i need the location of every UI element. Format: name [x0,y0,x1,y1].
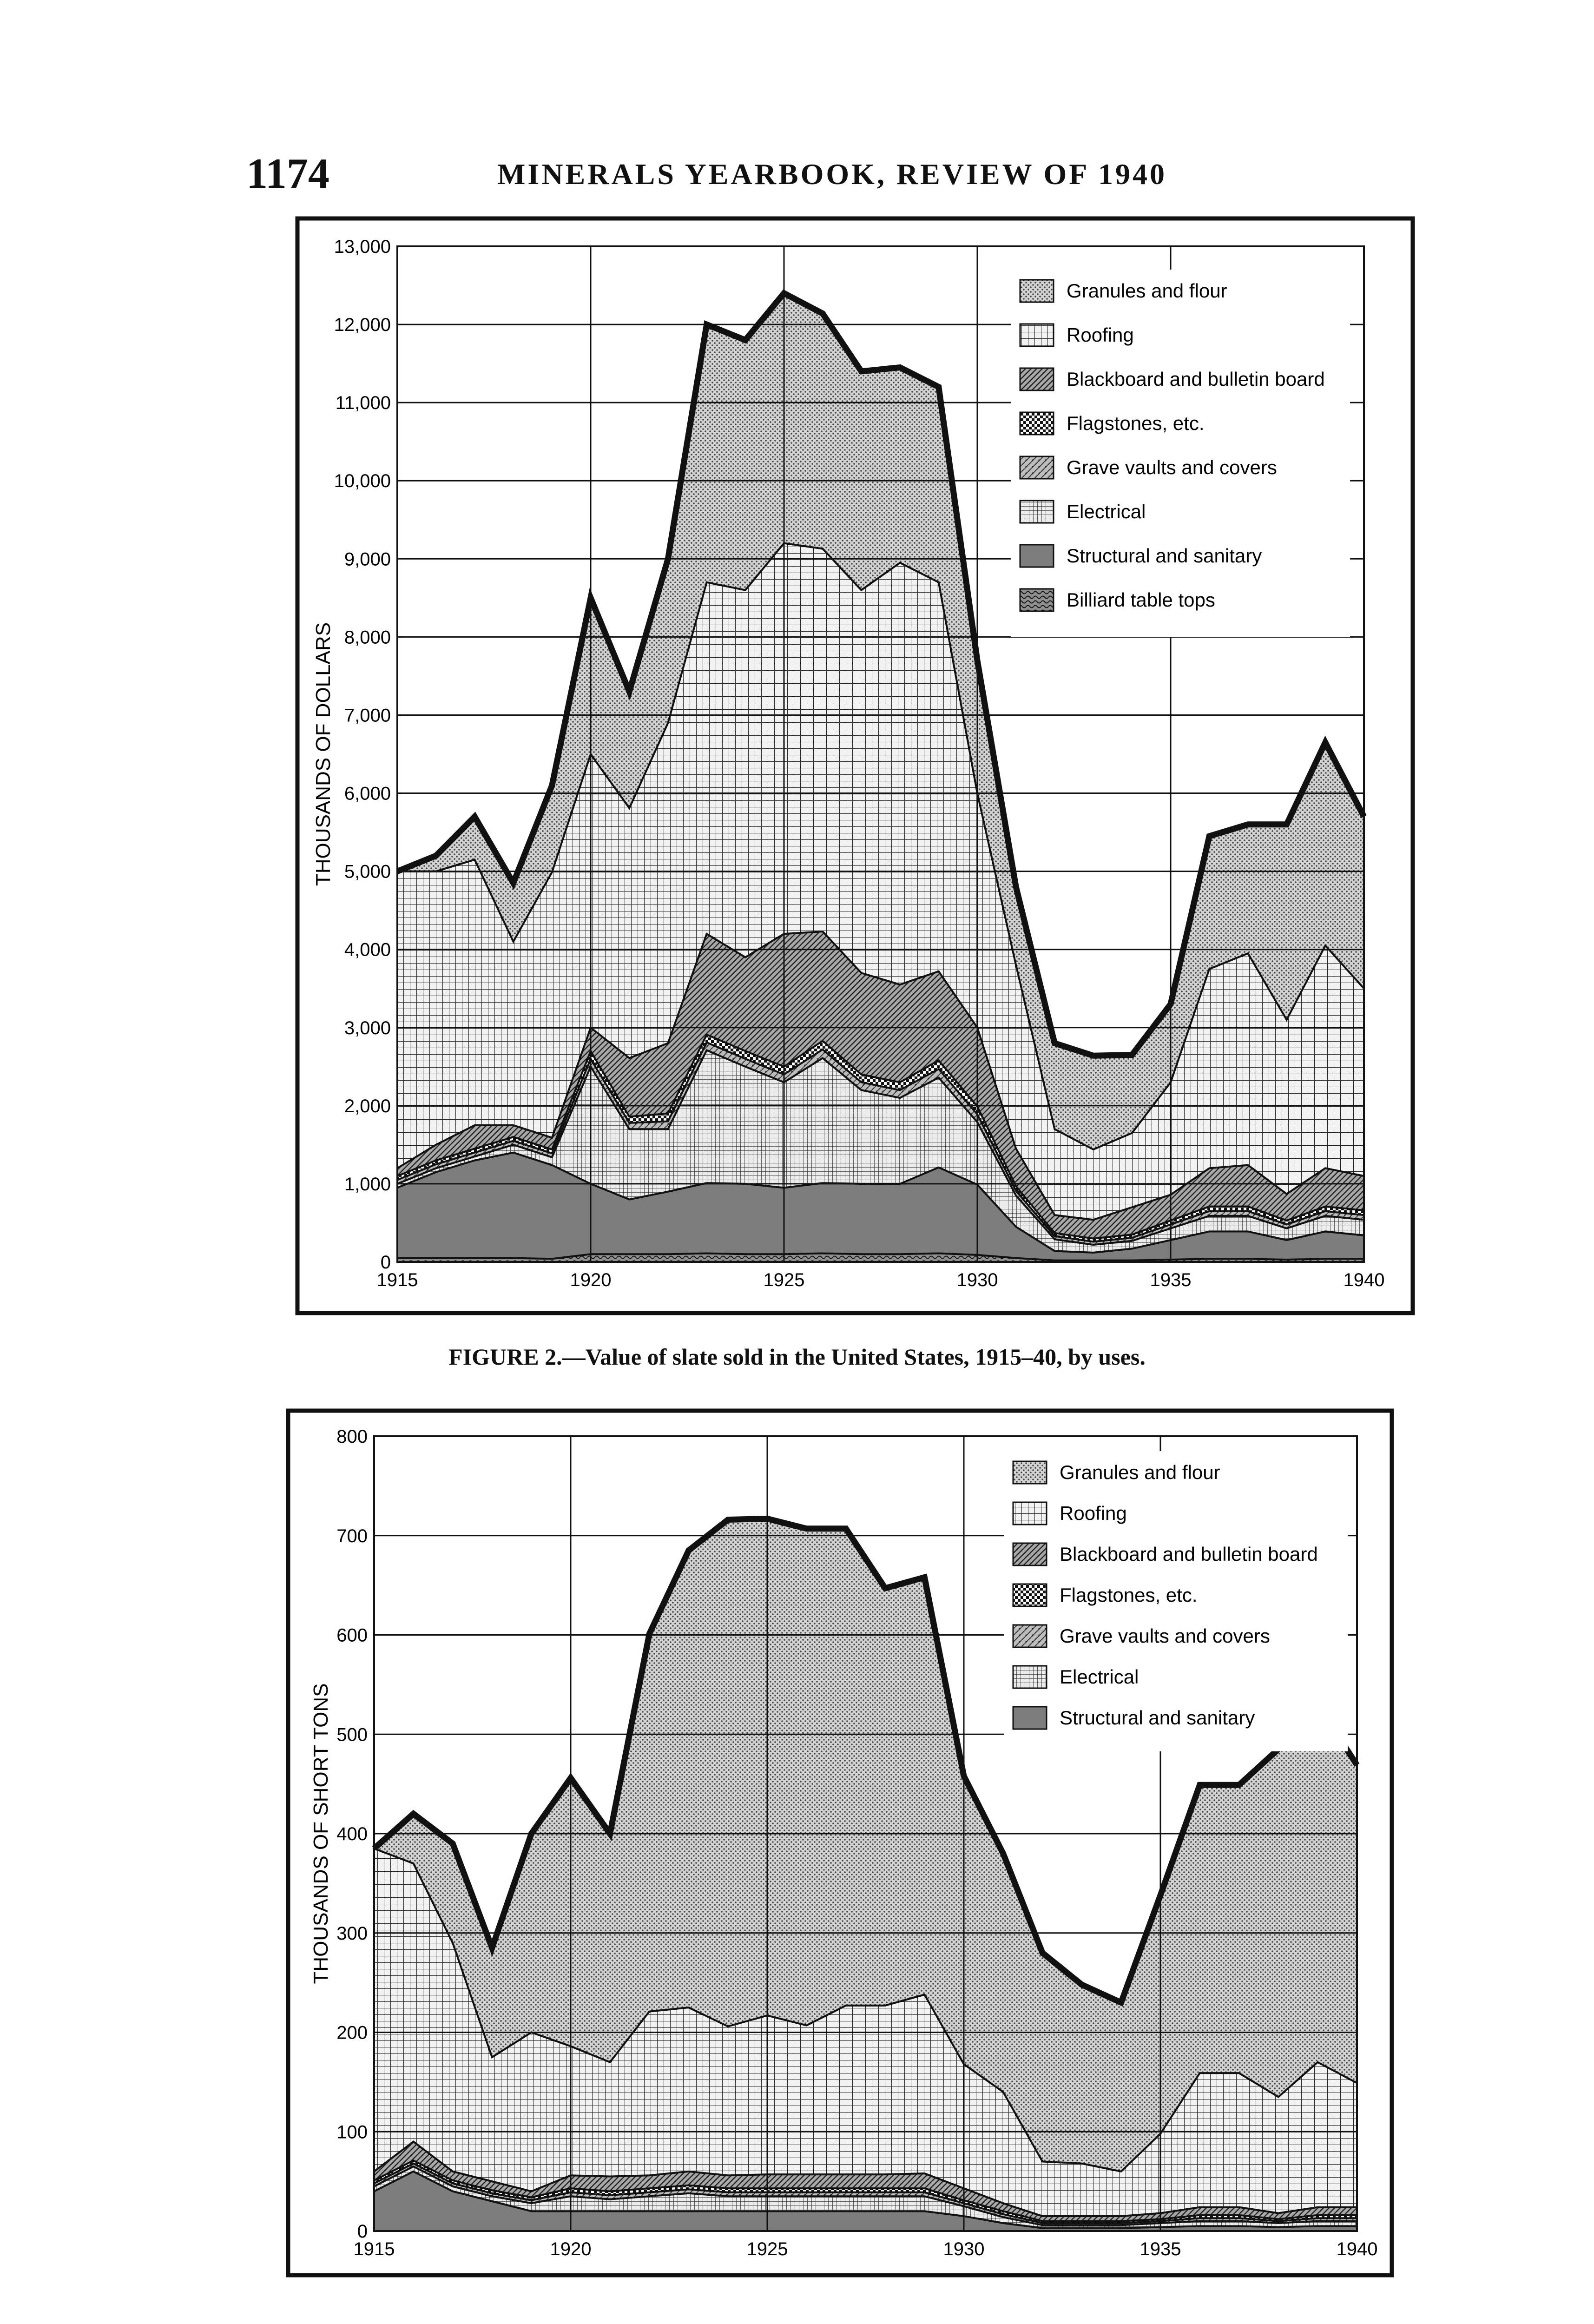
legend-label-structural-and-sanitary: Structural and sanitary [1067,545,1262,567]
y-tick-label: 800 [336,1426,368,1447]
y-tick-label: 1,000 [344,1174,391,1195]
legend-label-grave-vaults-and-covers: Grave vaults and covers [1067,456,1277,478]
legend-swatch-billiard-table-tops [1020,589,1054,611]
legend-swatch-roofing [1013,1502,1047,1525]
running-head: MINERALS YEARBOOK, REVIEW OF 1940 [497,158,1167,191]
page-number: 1174 [246,150,329,197]
legend [1011,270,1350,637]
x-tick-label: 1935 [1140,2239,1181,2259]
y-tick-label: 6,000 [344,783,391,804]
figure-3-svg [0,1390,1594,2319]
x-tick-label: 1925 [746,2239,788,2259]
y-tick-label: 12,000 [334,315,391,336]
y-tick-label: 300 [336,1923,368,1944]
y-axis-label: THOUSANDS OF SHORT TONS [310,1683,332,1984]
y-tick-label: 100 [336,2122,368,2143]
legend-label-grave-vaults-and-covers: Grave vaults and covers [1060,1625,1270,1647]
y-tick-label: 10,000 [334,471,391,492]
legend-swatch-blackboard-and-bulletin-board [1013,1543,1047,1565]
y-tick-label: 8,000 [344,627,391,648]
x-tick-label: 1915 [376,1270,418,1290]
legend-label-blackboard-and-bulletin-board: Blackboard and bulletin board [1067,368,1325,390]
legend-swatch-flagstones-etc [1013,1584,1047,1606]
figure-3-quantity-chart [0,1390,1594,2319]
legend-swatch-structural-and-sanitary [1020,545,1054,567]
legend-swatch-electrical [1020,501,1054,523]
y-tick-label: 700 [336,1525,368,1546]
x-tick-label: 1935 [1150,1270,1192,1290]
y-tick-label: 200 [336,2022,368,2043]
y-tick-label: 2,000 [344,1096,391,1116]
y-tick-label: 400 [336,1824,368,1844]
legend-swatch-structural-and-sanitary [1013,1707,1047,1729]
legend-label-electrical: Electrical [1067,501,1146,522]
legend-label-structural-and-sanitary: Structural and sanitary [1060,1707,1255,1729]
y-tick-label: 4,000 [344,939,391,960]
figure-2-caption: FIGURE 2.—Value of slate sold in the United States, 1915–40, by uses. [448,1344,1146,1370]
y-tick-label: 13,000 [334,237,391,257]
legend-label-roofing: Roofing [1067,324,1134,346]
legend-swatch-granules-and-flour [1013,1461,1047,1484]
x-tick-label: 1920 [570,1270,612,1290]
y-tick-label: 11,000 [335,393,391,414]
x-tick-label: 1925 [763,1270,805,1290]
legend-swatch-grave-vaults-and-covers [1020,456,1054,479]
legend-swatch-grave-vaults-and-covers [1013,1625,1047,1647]
legend-label-flagstones-etc: Flagstones, etc. [1060,1584,1198,1606]
x-tick-label: 1940 [1336,2239,1378,2259]
legend [1004,1451,1348,1751]
y-tick-label: 600 [336,1625,368,1646]
y-tick-label: 0 [380,1252,391,1273]
legend-swatch-electrical [1013,1666,1047,1688]
legend-label-granules-and-flour: Granules and flour [1067,280,1227,302]
y-tick-label: 9,000 [344,549,391,570]
legend-swatch-flagstones-etc [1020,412,1054,435]
legend-label-electrical: Electrical [1060,1666,1139,1688]
y-axis-label: THOUSANDS OF DOLLARS [312,622,335,886]
x-tick-label: 1915 [353,2239,395,2259]
legend-swatch-blackboard-and-bulletin-board [1020,368,1054,390]
legend-panel [1011,270,1350,637]
legend-label-roofing: Roofing [1060,1502,1127,1524]
y-tick-label: 3,000 [344,1017,391,1038]
legend-label-flagstones-etc: Flagstones, etc. [1067,412,1205,434]
y-tick-label: 500 [336,1724,368,1745]
y-tick-label: 0 [357,2221,368,2242]
x-tick-label: 1930 [956,1270,998,1290]
y-tick-label: 5,000 [344,861,391,882]
legend-swatch-granules-and-flour [1020,280,1054,302]
legend-label-granules-and-flour: Granules and flour [1060,1461,1220,1483]
legend-label-blackboard-and-bulletin-board: Blackboard and bulletin board [1060,1543,1318,1565]
x-tick-label: 1940 [1343,1270,1385,1290]
x-tick-label: 1930 [943,2239,985,2259]
legend-label-billiard-table-tops: Billiard table tops [1067,589,1215,611]
x-tick-label: 1920 [550,2239,592,2259]
y-tick-label: 7,000 [344,705,391,726]
legend-swatch-roofing [1020,324,1054,346]
